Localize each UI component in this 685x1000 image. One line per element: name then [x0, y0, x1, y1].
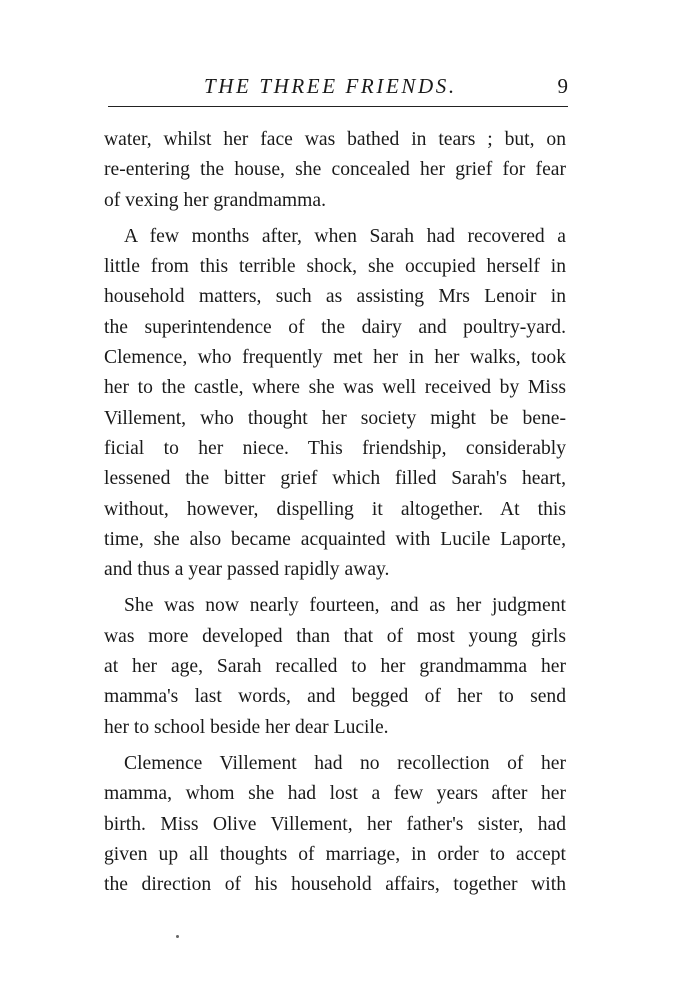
text-line: mamma, whom she had lost a few years after her: [104, 783, 566, 805]
text-line: household matters, such as assisting Mrs Lenoir in: [104, 286, 566, 308]
text-line: Clemence Villement had no recollection of her: [124, 752, 566, 774]
text-line: mamma's last words, and begged of her to send: [104, 686, 566, 708]
text-line: ficial to her niece. This friendship, considerably: [104, 437, 566, 459]
text-line: the direction of his household affairs, together with: [104, 874, 566, 896]
body-text: [104, 125, 566, 900]
text-line: of vexing her grandmamma.: [104, 189, 326, 211]
text-line: She was now nearly fourteen, and as her judgment: [124, 595, 566, 617]
text-line: was more developed than that of most young girls: [104, 625, 566, 647]
text-line: A few months after, when Sarah had recovered a: [124, 225, 566, 247]
page-number: 9: [557, 74, 568, 98]
text-line: without, however, dispelling it altogether. At this: [104, 498, 566, 520]
text-line: water, whilst her face was bathed in tears ; but, on: [104, 129, 566, 150]
text-line: her to the castle, where she was well received by Miss: [104, 377, 566, 399]
paper-speck: [176, 935, 179, 938]
text-line: her to school beside her dear Lucile.: [104, 716, 389, 738]
text-line: Villement, who thought her society might be bene-: [104, 407, 566, 429]
text-line: little from this terrible shock, she occupied herself in: [104, 256, 566, 278]
paragraph: [104, 222, 566, 586]
text-line: and thus a year passed rapidly away.: [104, 559, 390, 581]
text-line: birth. Miss Olive Villement, her father's sister, had: [104, 813, 566, 835]
text-line: the superintendence of the dairy and poultry-yard.: [104, 316, 566, 338]
header-rule: [108, 106, 568, 107]
text-line: given up all thoughts of marriage, in order to accept: [104, 843, 566, 865]
text-line: time, she also became acquainted with Lucile Laporte,: [104, 528, 566, 550]
paragraph: [104, 591, 566, 742]
running-title: THE THREE FRIENDS.: [204, 74, 457, 98]
text-line: lessened the bitter grief which filled Sarah's heart,: [104, 468, 566, 490]
running-head: [104, 74, 568, 104]
paragraph: [104, 125, 566, 216]
text-line: re-entering the house, she concealed her grief for fear: [104, 159, 566, 181]
paragraph: [104, 749, 566, 900]
text-line: at her age, Sarah recalled to her grandmamma her: [104, 656, 566, 678]
text-line: Clemence, who frequently met her in her walks, took: [104, 347, 566, 369]
